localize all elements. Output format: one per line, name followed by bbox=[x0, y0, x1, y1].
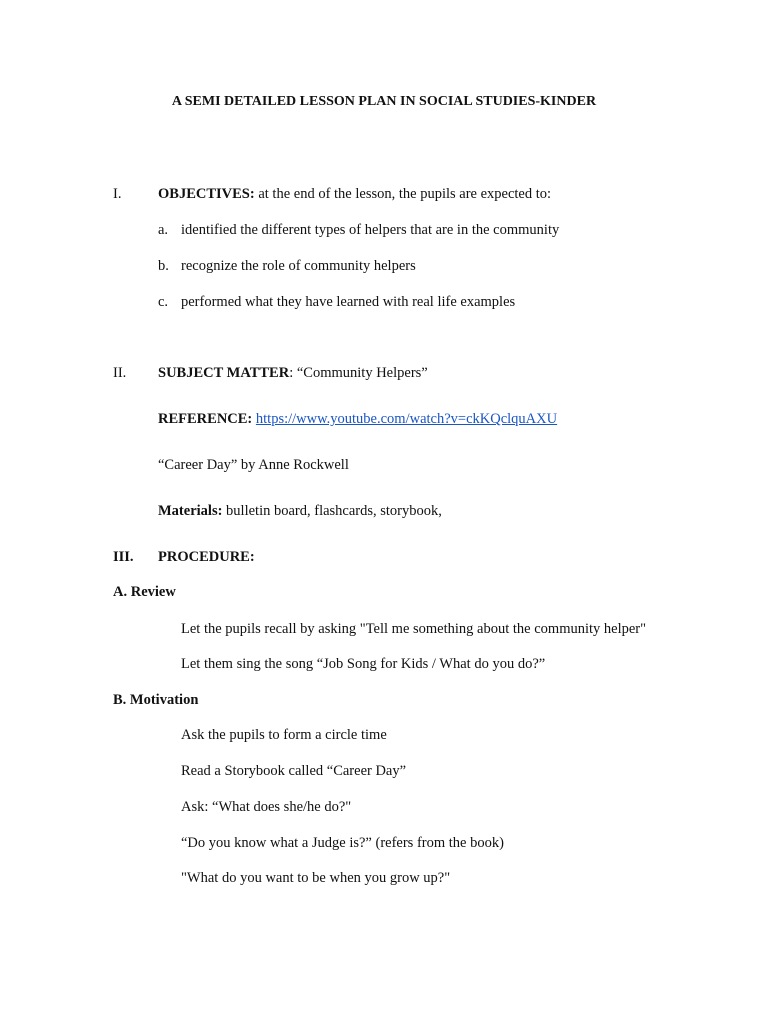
document-title: A SEMI DETAILED LESSON PLAN IN SOCIAL STUDIES-KINDER bbox=[171, 94, 597, 109]
motivation-line-5: "What do you want to be when you grow up?" bbox=[181, 870, 451, 886]
objectives-intro: at the end of the lesson, the pupils are expected to: bbox=[254, 186, 552, 202]
section-3-number: III. bbox=[113, 549, 134, 565]
motivation-heading: B. Motivation bbox=[113, 692, 199, 708]
motivation-line-1: Ask the pupils to form a circle time bbox=[181, 727, 387, 743]
objectives-line bbox=[158, 185, 551, 203]
subject-matter-heading: SUBJECT MATTER bbox=[158, 365, 290, 381]
materials-text: bulletin board, flashcards, storybook, bbox=[222, 503, 442, 519]
section-1-number: I. bbox=[113, 186, 122, 202]
reference-line bbox=[158, 410, 557, 428]
materials-label: Materials: bbox=[158, 503, 223, 519]
objective-c-text: performed what they have learned with real life examples bbox=[181, 294, 516, 310]
subject-matter-line bbox=[158, 364, 428, 382]
objective-c-letter: c. bbox=[158, 294, 169, 310]
motivation-line-4: “Do you know what a Judge is?” (refers from the book) bbox=[181, 835, 504, 851]
subject-matter-text: : “Community Helpers” bbox=[289, 365, 428, 381]
materials-line bbox=[158, 502, 442, 520]
motivation-line-2: Read a Storybook called “Career Day” bbox=[181, 763, 407, 779]
review-line-1: Let the pupils recall by asking "Tell me something about the community helper" bbox=[181, 621, 647, 637]
objective-b-text: recognize the role of community helpers bbox=[181, 258, 416, 274]
objective-a-letter: a. bbox=[158, 222, 169, 238]
review-line-2: Let them sing the song “Job Song for Kids / What do you do?” bbox=[181, 656, 546, 672]
book-reference: “Career Day” by Anne Rockwell bbox=[158, 457, 349, 473]
section-2-number: II. bbox=[113, 365, 127, 381]
motivation-line-3: Ask: “What does she/he do?" bbox=[181, 799, 352, 815]
objective-b-letter: b. bbox=[158, 258, 169, 274]
objective-a-text: identified the different types of helpers that are in the community bbox=[181, 222, 560, 238]
reference-link[interactable]: https://www.youtube.com/watch?v=ckKQclquAXU bbox=[255, 411, 558, 427]
objectives-heading: OBJECTIVES: bbox=[158, 186, 255, 202]
reference-label: REFERENCE: bbox=[158, 411, 253, 427]
review-heading: A. Review bbox=[113, 584, 176, 600]
procedure-heading: PROCEDURE: bbox=[158, 549, 255, 565]
